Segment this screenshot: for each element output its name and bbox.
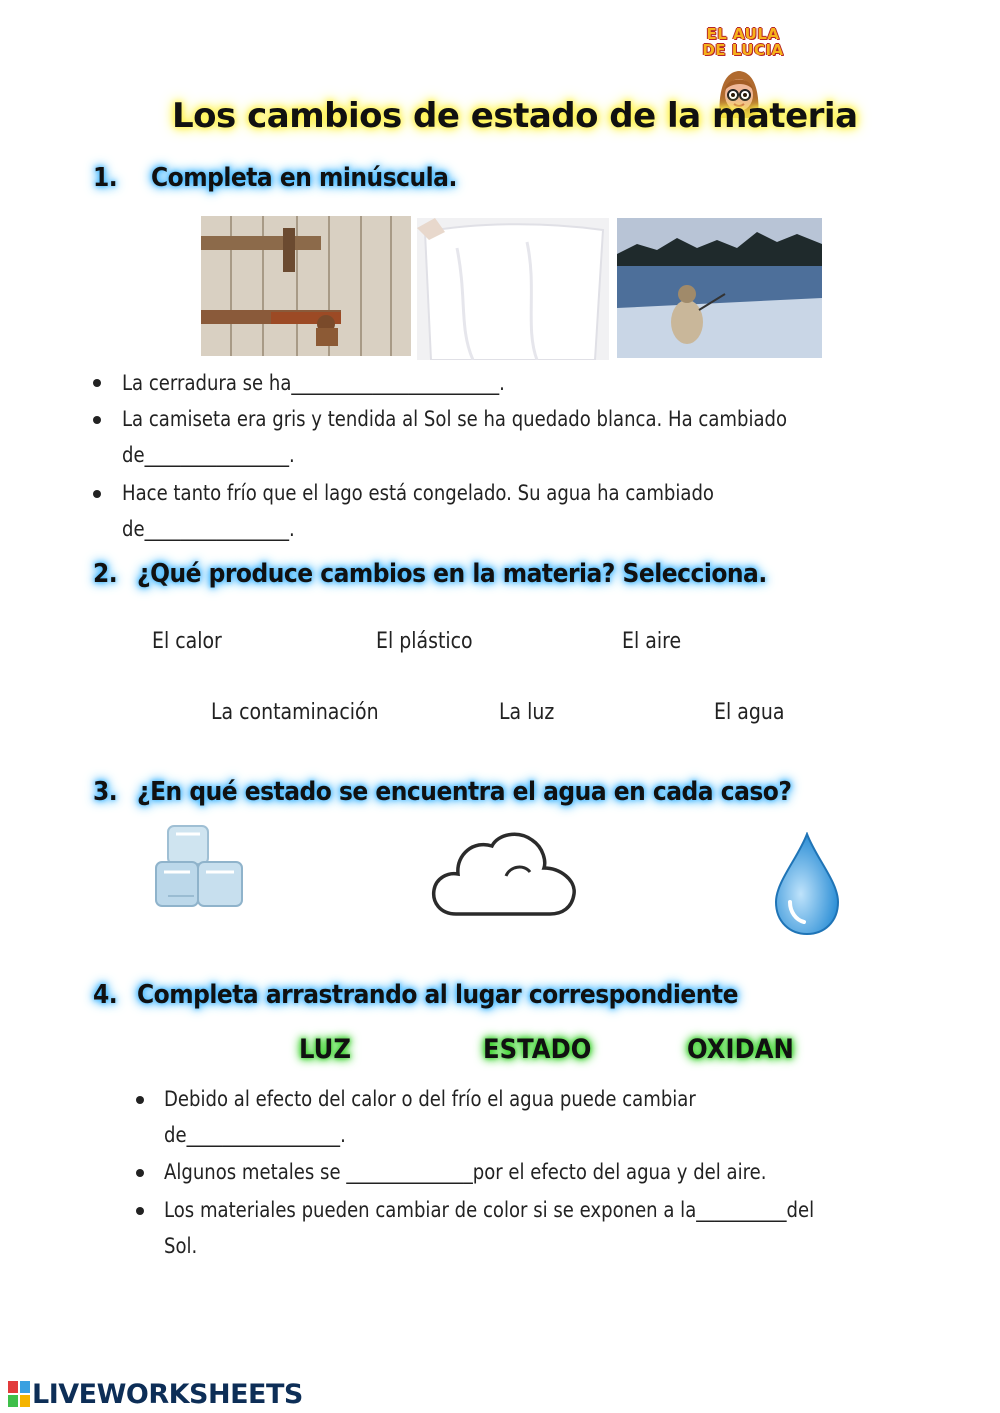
s4-item-1-line-1: Debido al efecto del calor o del frío el agua puede cambiar (164, 1087, 696, 1111)
frozen-lake-fisher-photo (617, 218, 822, 358)
logo-line-2: DE LUCIA (702, 41, 784, 59)
logo-line-1: EL AULA (706, 25, 780, 43)
s1-item-1: La cerradura se ha_______________________. (122, 371, 505, 395)
footer-brand[interactable]: LIVEWORKSHEETS (32, 1379, 303, 1410)
s4-item-1-line-2[interactable]: de_________________. (164, 1123, 346, 1147)
old-door-lock-photo (201, 216, 411, 356)
option-el-plastico[interactable]: El plástico (376, 629, 473, 654)
section-1-title: Completa en minúscula. (151, 163, 457, 193)
section-4-number: 4. (93, 980, 118, 1010)
section-1-heading (93, 163, 457, 193)
option-el-agua[interactable]: El agua (714, 700, 785, 725)
ice-cubes-icon (154, 822, 246, 914)
section-1-number: 1. (93, 163, 118, 193)
s1-item-2-line-1: La camiseta era gris y tendida al Sol se ha quedado blanca. Ha cambiado (122, 407, 788, 431)
bullet-dot (93, 416, 101, 424)
section-4-heading (93, 980, 738, 1010)
section-2-heading (93, 559, 767, 589)
option-el-calor[interactable]: El calor (152, 629, 222, 654)
option-la-luz[interactable]: La luz (499, 700, 555, 725)
s4-item-3-line-1[interactable]: Los materiales pueden cambiar de color si se exponen a la__________del (164, 1198, 815, 1222)
option-el-aire[interactable]: El aire (622, 629, 682, 654)
drag-word-estado[interactable]: ESTADO (483, 1034, 592, 1065)
bullet-dot (93, 490, 101, 498)
drag-word-oxidan[interactable]: OXIDAN (687, 1034, 794, 1065)
water-drop-icon (772, 832, 842, 936)
section-4-title: Completa arrastrando al lugar correspondiente (137, 980, 738, 1010)
logo (700, 26, 786, 58)
cloud-icon (430, 832, 578, 918)
liveworksheets-logo-icon (8, 1381, 30, 1407)
s1-item-3-line-2[interactable]: de________________. (122, 517, 295, 541)
s4-item-2[interactable]: Algunos metales se ______________por el efecto del agua y del aire. (164, 1160, 767, 1184)
bullet-dot (136, 1096, 144, 1104)
section-2-number: 2. (93, 559, 118, 589)
bullet-dot (136, 1169, 144, 1177)
s1-item-2-line-2[interactable]: de________________. (122, 443, 295, 467)
section-3-heading (93, 777, 791, 807)
page-title: Los cambios de estado de la materia (172, 96, 858, 136)
bullet-dot (136, 1207, 144, 1215)
section-3-number: 3. (93, 777, 118, 807)
section-2-title: ¿Qué produce cambios en la materia? Selecciona. (137, 559, 767, 589)
s1-item-3-line-1: Hace tanto frío que el lago está congelado. Su agua ha cambiado (122, 481, 714, 505)
bullet-dot (93, 379, 101, 387)
s4-item-3-line-2: Sol. (164, 1234, 198, 1258)
section-3-title: ¿En qué estado se encuentra el agua en cada caso? (137, 777, 792, 807)
option-la-contaminacion[interactable]: La contaminación (211, 700, 379, 725)
white-shirt-photo (417, 218, 609, 360)
drag-word-luz[interactable]: LUZ (299, 1034, 351, 1065)
